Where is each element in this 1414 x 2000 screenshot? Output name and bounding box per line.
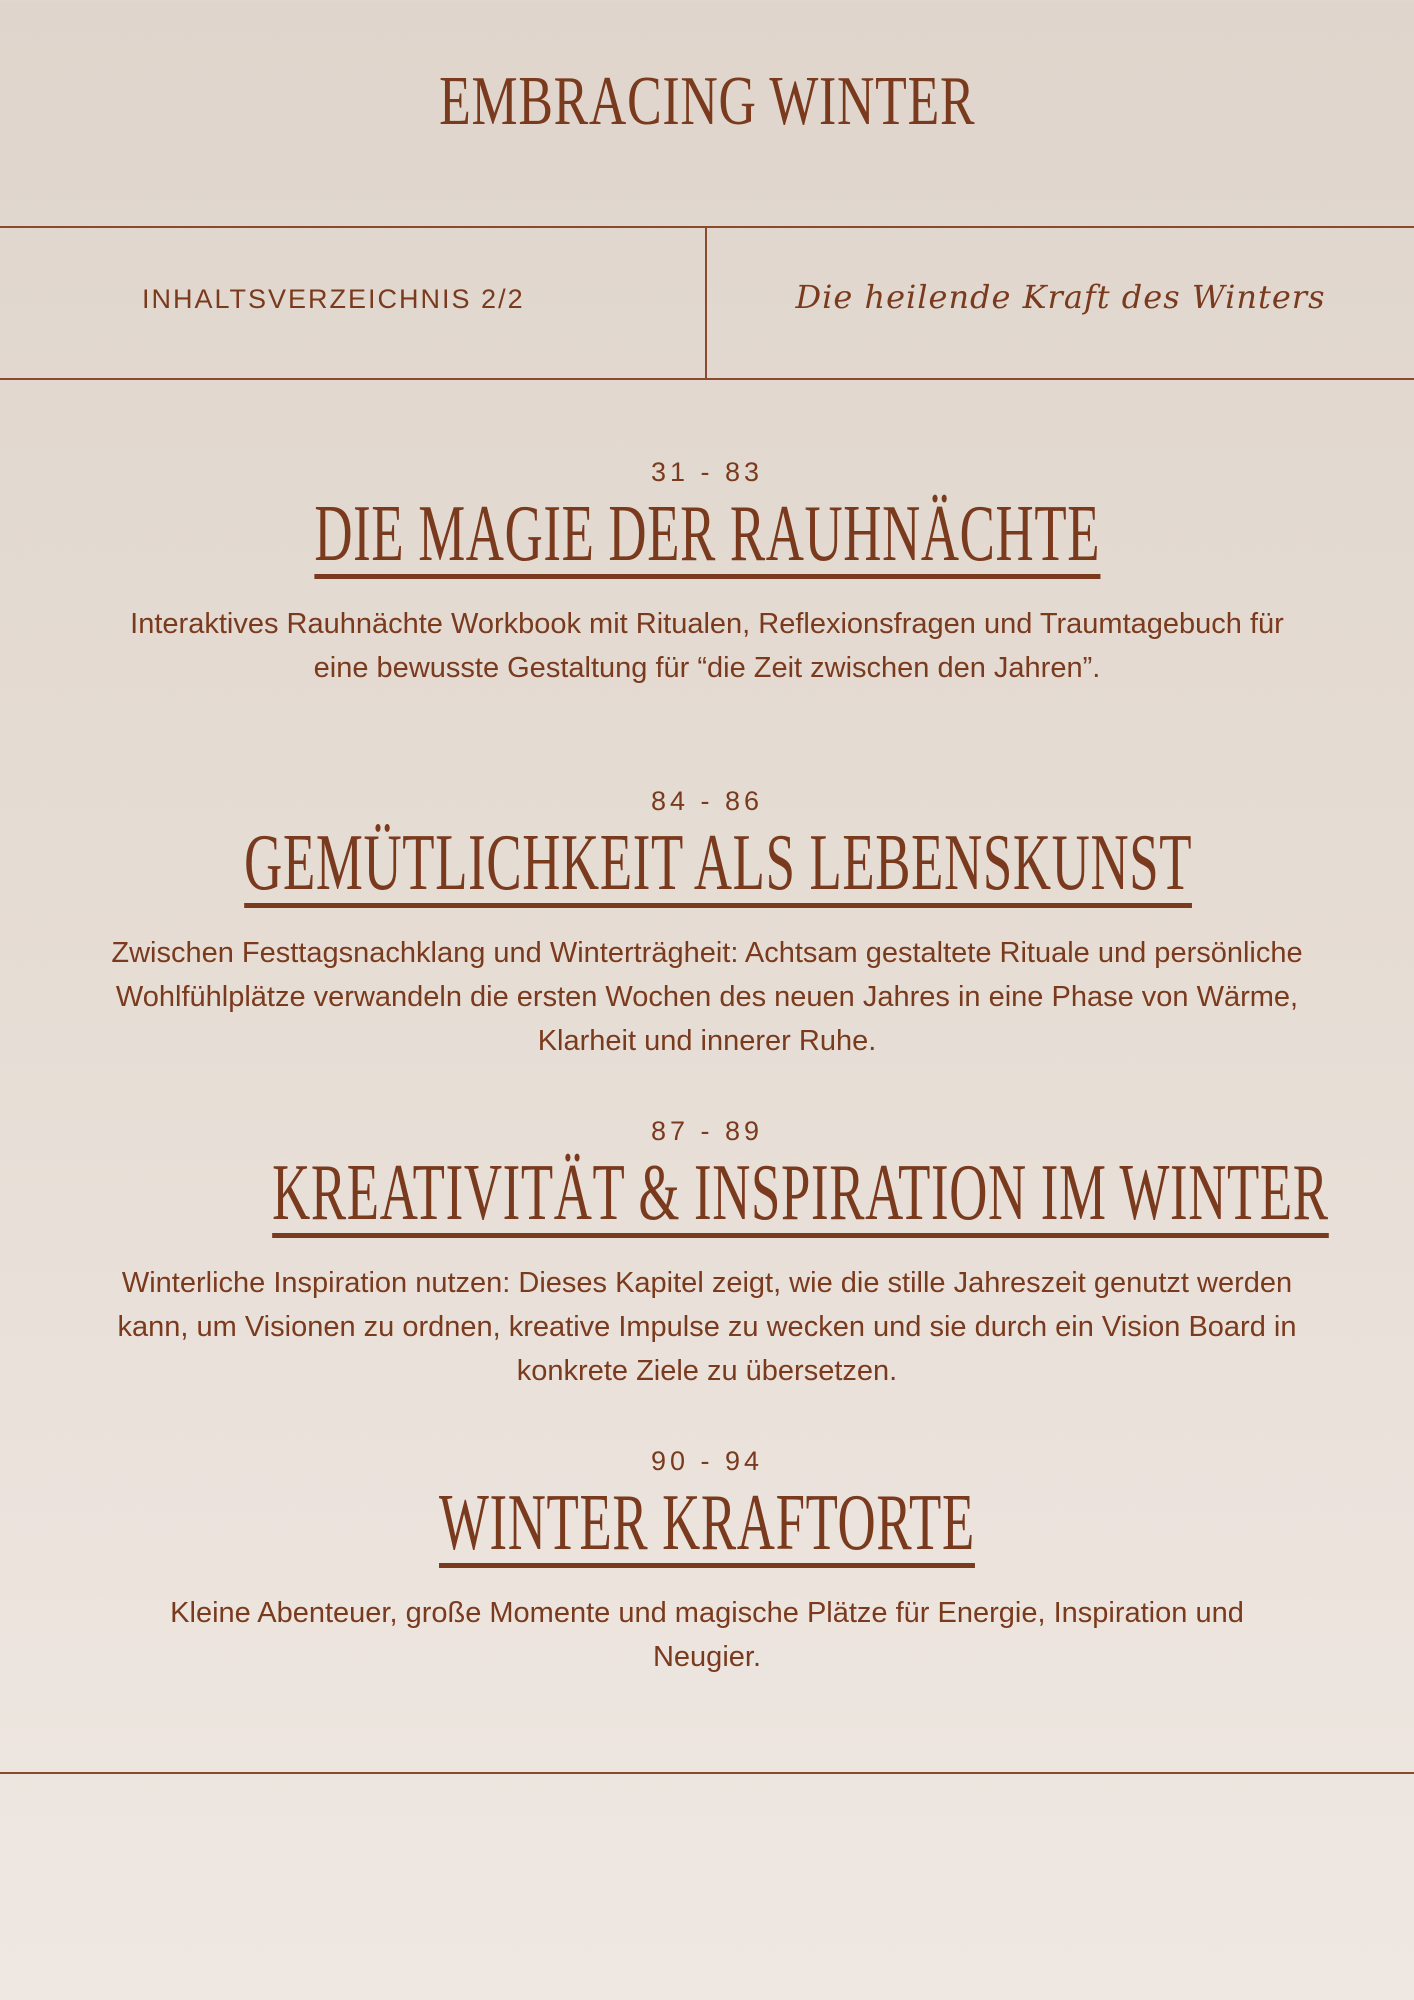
title-text: EMBRACING WINTER <box>438 63 976 140</box>
page-range: 90 - 94 <box>650 1446 764 1476</box>
toc-entry <box>0 781 1414 1063</box>
chapter-description: Kleine Abenteuer, große Momente und magische Plätze für Energie, Inspiration und Neugier. <box>170 1597 1244 1673</box>
divider-top <box>0 226 1414 228</box>
toc-label: INHALTSVERZEICHNIS 2/2 <box>142 284 525 314</box>
toc-entry <box>0 1441 1414 1679</box>
page-range: 84 - 86 <box>650 786 764 816</box>
toc-entry <box>0 452 1414 690</box>
chapter-description: Zwischen Festtagsnachklang und Winterträgheit: Achtsam gestaltete Rituale und persönliche Wohlfühlplätze verwandeln die ersten Wochen des neuen Jahres in eine Phase von Wärme, Klarheit und innerer Ruhe. <box>111 937 1303 1057</box>
page-range: 87 - 89 <box>650 1116 764 1146</box>
document-title <box>0 62 1414 142</box>
divider-header-bottom <box>0 378 1414 380</box>
chapter-heading[interactable]: GEMÜTLICHKEIT ALS LEBENSKUNST <box>244 819 1193 907</box>
chapter-heading[interactable]: WINTER KRAFTORTE <box>439 1479 975 1567</box>
divider-bottom <box>0 1772 1414 1774</box>
toc-entry <box>0 1111 1414 1393</box>
chapter-heading[interactable]: KREATIVITÄT & INSPIRATION IM WINTER <box>272 1149 1329 1237</box>
chapter-description: Interaktives Rauhnächte Workbook mit Ritualen, Reflexionsfragen und Traumtagebuch für eine bewusste Gestaltung für “die Zeit zwischen den Jahren”. <box>130 608 1284 684</box>
chapter-heading[interactable]: DIE MAGIE DER RAUHNÄCHTE <box>314 490 1100 578</box>
chapter-description: Winterliche Inspiration nutzen: Dieses Kapitel zeigt, wie die stille Jahreszeit genutzt werden kann, um Visionen zu ordnen, kreative Impulse zu wecken und sie durch ein Vision Board in konkrete Ziele zu übersetzen. <box>117 1267 1297 1387</box>
subtitle: Die heilende Kraft des Winters <box>795 278 1326 316</box>
page-range: 31 - 83 <box>650 457 764 487</box>
